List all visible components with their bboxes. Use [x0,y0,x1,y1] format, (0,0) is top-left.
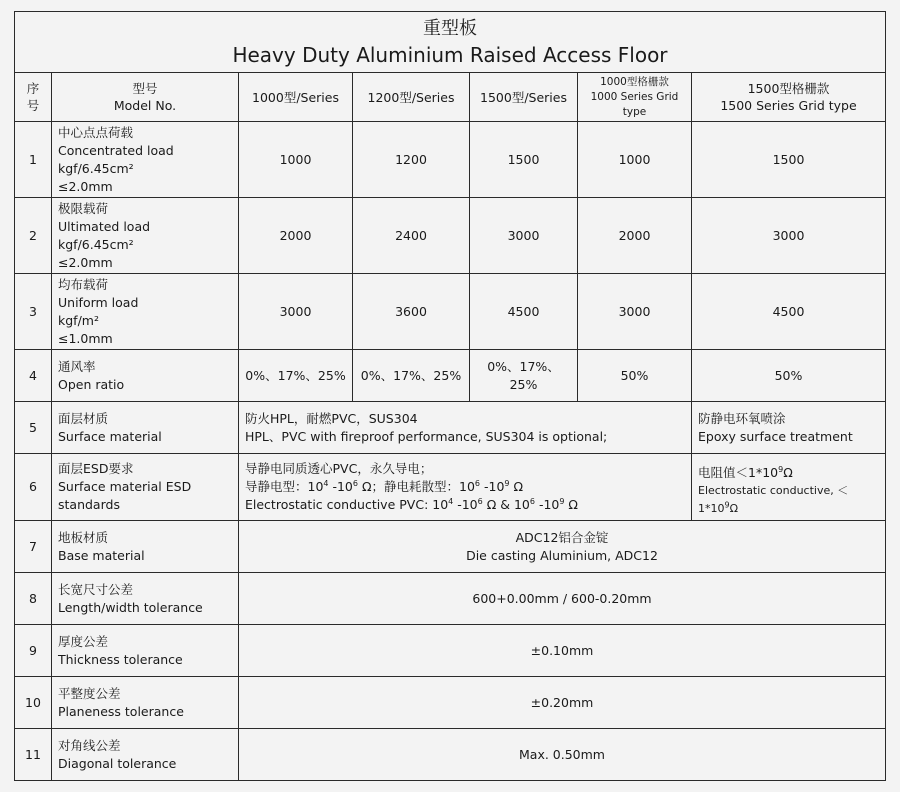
esd-line-2 [245,478,685,496]
row-number: 10 [15,677,52,729]
label-unit: kgf/m² [58,312,99,328]
table-row [15,350,886,402]
row-number: 11 [15,729,52,781]
header-col-1000-grid [578,73,692,122]
base-material-cn: ADC12铝合金锭 [515,529,609,545]
header-model [52,73,239,122]
table-title [15,12,886,73]
label-en: Planeness tolerance [58,703,184,719]
cell-value: 3000 [470,198,578,274]
row-number: 3 [15,274,52,350]
row-label [52,521,239,573]
table-row [15,402,886,454]
label-en: Base material [58,547,145,563]
label-cn: 厚度公差 [58,633,109,649]
table-row [15,274,886,350]
table-row [15,521,886,573]
esd-grid-cn-text: 电阻值＜1*10 [698,465,779,480]
row-number: 7 [15,521,52,573]
esd-grid-cn-text: Ω [783,465,793,480]
row-number: 2 [15,198,52,274]
table-row [15,573,886,625]
header-col-1000-grid-cn: 1000型格栅款 [600,75,669,88]
esd-l2-text: -10 [328,479,353,494]
row-number: 9 [15,625,52,677]
row-label [52,122,239,198]
surface-material-grid-en: Epoxy surface treatment [698,428,853,444]
surface-material-grid-cn: 防静电环氧喷涂 [698,410,786,426]
row-label [52,402,239,454]
esd-l2-text: Ω；静电耗散型：10 [357,479,475,494]
cell-value: 1500 [692,122,886,198]
cell-value: 3000 [239,274,353,350]
table-row [15,729,886,781]
esd-line-1: 导静电同质透心PVC，永久导电； [245,461,433,476]
diagonal-tolerance-value: Max. 0.50mm [239,729,886,781]
label-cn: 均布载荷 [58,276,109,292]
esd-l3-text: -10 [534,497,560,512]
header-col-1500-grid [692,73,886,122]
cell-value: 4500 [692,274,886,350]
esd-line-3 [245,496,685,514]
label-cn: 通风率 [58,358,96,374]
cell-value: 50% [578,350,692,402]
cell-value: 2400 [353,198,470,274]
esd-grid-en [698,482,879,518]
cell-value: 4500 [470,274,578,350]
table-row [15,625,886,677]
cell-value: 1000 [578,122,692,198]
row-number: 4 [15,350,52,402]
header-model-cn: 型号 [132,81,158,96]
esd-grid-en-text: Ω [729,502,738,515]
esd-l3-text: Ω & 10 [482,497,530,512]
esd-grid-en-text: Electrostatic conductive, ＜1*10 [698,484,849,515]
esd-standard [239,454,692,521]
esd-l3-sup: 9 [559,496,565,506]
row-label [52,454,239,521]
cell-value: 2000 [239,198,353,274]
table-row [15,198,886,274]
esd-l2-sup: 6 [474,478,481,488]
row-label [52,729,239,781]
title-cn: 重型板 [423,17,477,39]
label-en: Length/width tolerance [58,599,203,615]
cell-value: 3600 [353,274,470,350]
surface-material-en: HPL、PVC with fireproof performance, SUS304 is optional; [245,428,608,444]
label-cn: 长宽尺寸公差 [58,581,134,597]
label-unit: kgf/6.45cm² [58,160,134,176]
planeness-tolerance-value: ±0.20mm [239,677,886,729]
cell-value: 3000 [578,274,692,350]
esd-l2-sup: 4 [323,478,329,488]
row-number: 1 [15,122,52,198]
cell-value: 0%、17%、25% [470,350,578,402]
label-cn: 平整度公差 [58,685,121,701]
spec-table-container [14,11,885,781]
surface-material-cn: 防火HPL，耐燃PVC，SUS304 [245,410,418,426]
label-en: Thickness tolerance [58,651,183,667]
esd-grid-cn [698,464,879,482]
header-col-1200: 1200型/Series [353,73,470,122]
thickness-tolerance-value: ±0.10mm [239,625,886,677]
label-cn: 面层材质 [58,410,109,426]
row-number: 6 [15,454,52,521]
label-cn: 对角线公差 [58,737,121,753]
cell-value: 1000 [239,122,353,198]
label-en: Concentrated load [58,142,174,158]
label-en: Ultimated load [58,218,151,234]
label-unit: kgf/6.45cm² [58,236,134,252]
esd-l2-text: Ω [509,479,524,494]
row-label [52,198,239,274]
esd-l3-sup: 6 [529,496,535,506]
esd-grid-en-sup: 9 [724,500,730,510]
label-limit: ≤2.0mm [58,178,113,194]
esd-l2-sup: 6 [352,478,358,488]
row-number: 8 [15,573,52,625]
base-material-value [239,521,886,573]
header-col-1500-grid-en: 1500 Series Grid type [720,98,857,113]
esd-grid [692,454,886,521]
label-en-cont: standards [58,497,120,512]
esd-l3-text: Ω [564,497,578,512]
row-label [52,274,239,350]
surface-material-standard [239,402,692,454]
esd-l3-text: Electrostatic conductive PVC: 10 [245,497,449,512]
row-label [52,677,239,729]
label-cn: 极限载荷 [58,200,109,216]
header-model-en: Model No. [113,98,177,113]
label-en: Diagonal tolerance [58,755,177,771]
cell-value: 1200 [353,122,470,198]
esd-l2-sup: 9 [504,478,510,488]
header-col-1000-grid-en: 1000 Series Grid type [590,90,679,118]
label-en: Uniform load [58,294,139,310]
surface-material-grid [692,402,886,454]
base-material-en: Die casting Aluminium, ADC12 [466,547,658,563]
label-en: Surface material [58,428,162,444]
label-cn: 面层ESD要求 [58,461,134,476]
title-en: Heavy Duty Aluminium Raised Access Floor [232,42,668,67]
esd-grid-cn-sup: 9 [778,464,784,474]
cell-value: 0%、17%、25% [353,350,470,402]
cell-value: 1500 [470,122,578,198]
length-width-tolerance-value: 600+0.00mm / 600-0.20mm [239,573,886,625]
table-row [15,677,886,729]
spec-table [14,11,886,781]
label-cn: 地板材质 [58,529,109,545]
row-label [52,573,239,625]
row-number: 5 [15,402,52,454]
cell-value: 0%、17%、25% [239,350,353,402]
esd-l3-sup: 6 [477,496,483,506]
header-col-1500-grid-cn: 1500型格栅款 [747,81,830,96]
cell-value: 3000 [692,198,886,274]
header-index: 序号 [15,73,52,122]
table-row [15,122,886,198]
header-row [15,73,886,122]
header-col-1500: 1500型/Series [470,73,578,122]
label-en: Open ratio [58,376,125,392]
label-limit: ≤2.0mm [58,254,113,270]
row-label [52,625,239,677]
row-label [52,350,239,402]
cell-value: 50% [692,350,886,402]
esd-l3-text: -10 [453,497,478,512]
label-limit: ≤1.0mm [58,330,113,346]
table-row [15,454,886,521]
label-en: Surface material ESD [58,479,192,494]
cell-value: 2000 [578,198,692,274]
esd-l2-text: 导静电型：10 [245,479,324,494]
esd-l3-sup: 4 [448,496,454,506]
header-col-1000: 1000型/Series [239,73,353,122]
title-row [15,12,886,73]
esd-l2-text: -10 [480,479,505,494]
label-cn: 中心点点荷载 [58,124,134,140]
